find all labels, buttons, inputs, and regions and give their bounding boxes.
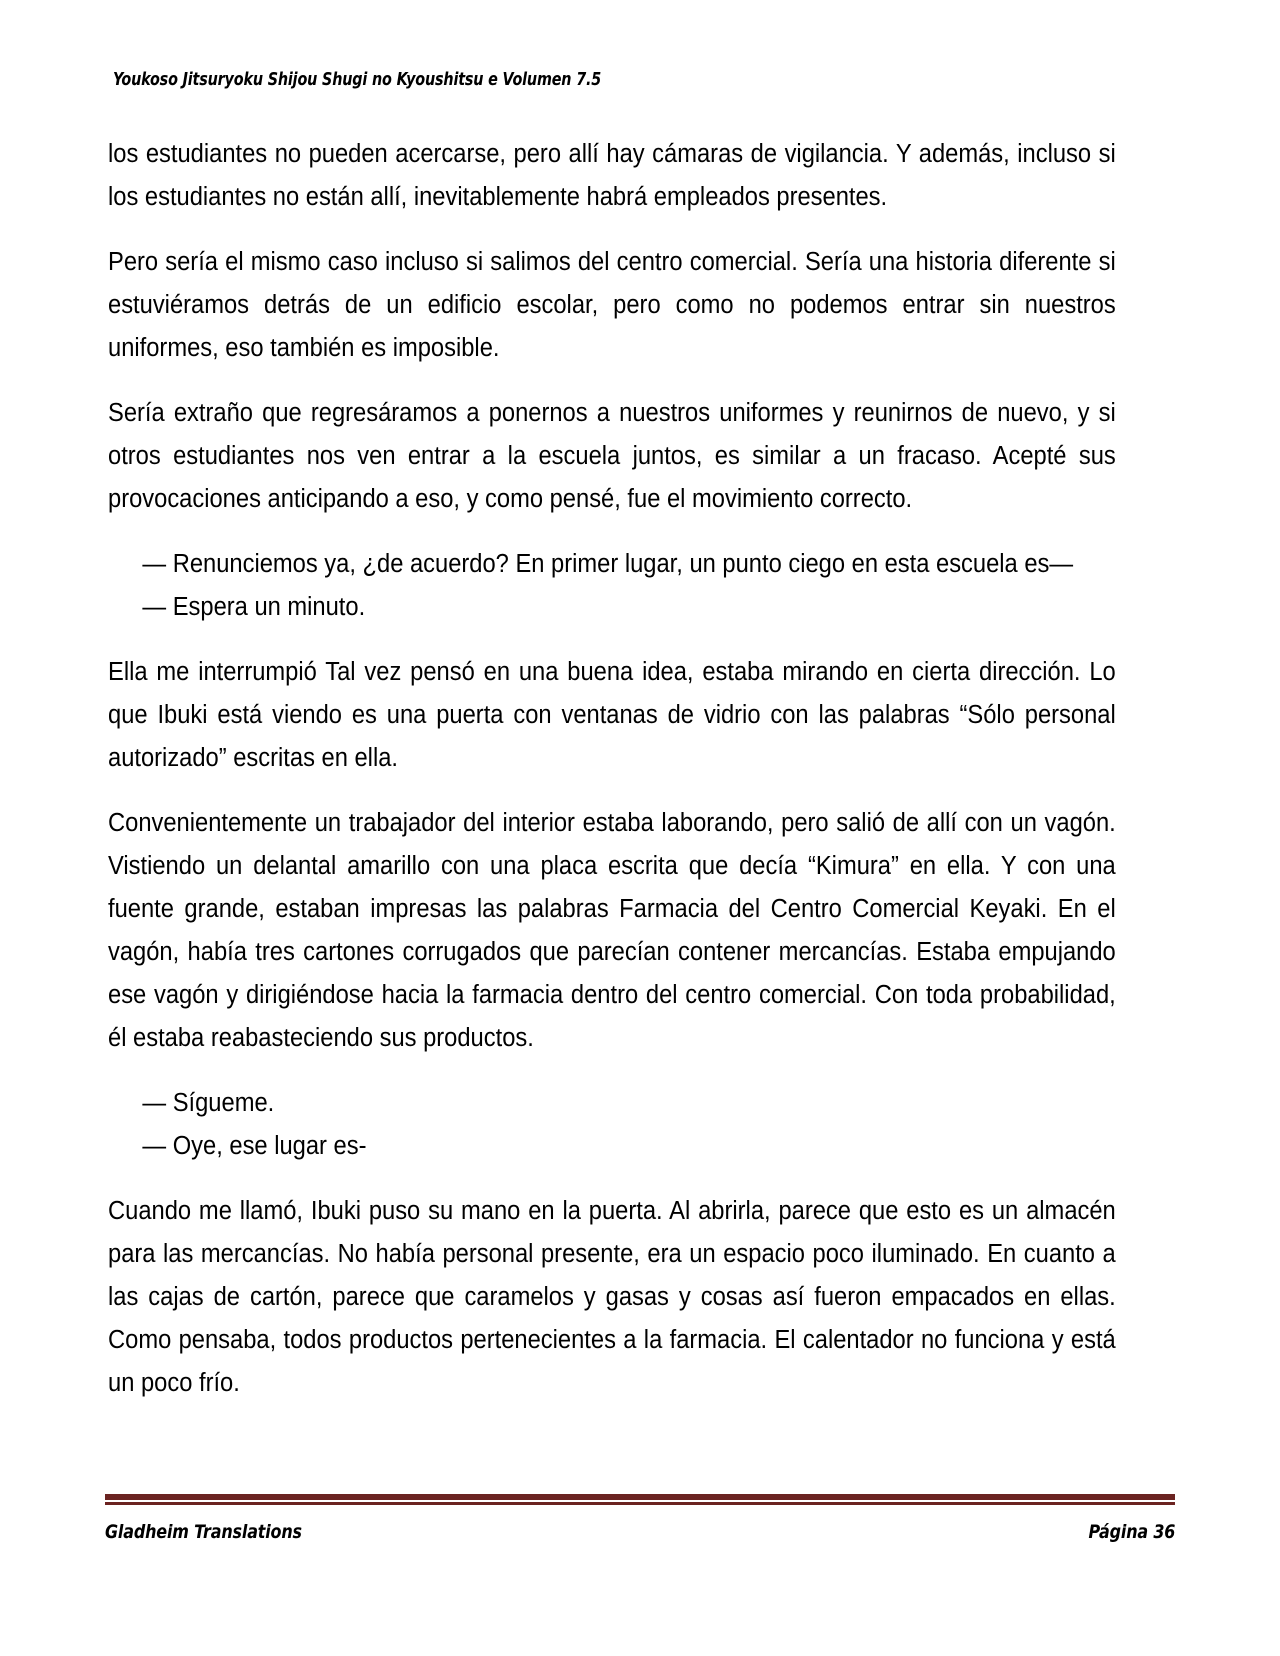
- body-paragraph: Pero sería el mismo caso incluso si salimos del centro comercial. Sería una historia diferente si estuviéramos detrás de un edificio escolar, pero como no podemos entrar sin nuestros uniformes, eso también es imposible.: [108, 248, 1116, 362]
- body-paragraph: Cuando me llamó, Ibuki puso su mano en la puerta. Al abrirla, parece que esto es un almacén para las mercancías. No había personal presente, era un espacio poco iluminado. En cuanto a las cajas de cartón, parece que caramelos y gasas y cosas así fueron empacados en ellas. Como pensaba, todos productos pertenecientes a la farmacia. El calentador no funciona y está un poco frío.: [108, 1197, 1116, 1397]
- footer-page-number: Página 36: [1088, 1521, 1175, 1543]
- body-paragraph: los estudiantes no pueden acercarse, pero allí hay cámaras de vigilancia. Y además, incluso si los estudiantes no están allí, inevitablemente habrá empleados presentes.: [108, 140, 1116, 211]
- footer-row: [105, 1521, 1175, 1543]
- dialogue-line: — Oye, ese lugar es-: [142, 1132, 367, 1160]
- footer-rule-thin: [105, 1502, 1175, 1505]
- body-paragraph: Sería extraño que regresáramos a ponernos a nuestros uniformes y reunirnos de nuevo, y si otros estudiantes nos ven entrar a la escuela juntos, es similar a un fracaso. Acepté sus provocaciones anticipando a eso, y como pensé, fue el movimiento correcto.: [108, 399, 1116, 513]
- document-body: [108, 133, 1116, 1405]
- running-header: [113, 70, 1133, 90]
- dialogue-block: [108, 543, 1150, 629]
- dialogue-line: — Renunciemos ya, ¿de acuerdo? En primer lugar, un punto ciego en esta escuela es—: [142, 550, 1074, 578]
- running-header-title: Youkoso Jitsuryoku Shijou Shugi no Kyoushitsu e Volumen 7.5: [113, 70, 602, 90]
- dialogue-block: [108, 1082, 1150, 1168]
- dialogue-line: — Espera un minuto.: [142, 593, 366, 621]
- page-footer: [105, 1494, 1175, 1543]
- footer-translator-credit: Gladheim Translations: [105, 1521, 302, 1543]
- body-paragraph: Convenientemente un trabajador del interior estaba laborando, pero salió de allí con un vagón. Vistiendo un delantal amarillo con una placa escrita que decía “Kimura” en ella. Y con una fuente grande, estaban impresas las palabras Farmacia del Centro Comercial Keyaki. En el vagón, había tres cartones corrugados que parecían contener mercancías. Estaba empujando ese vagón y dirigiéndose hacia la farmacia dentro del centro comercial. Con toda probabilidad, él estaba reabasteciendo sus productos.: [108, 809, 1116, 1052]
- dialogue-line: — Sígueme.: [142, 1089, 275, 1117]
- body-paragraph: Ella me interrumpió Tal vez pensó en una buena idea, estaba mirando en cierta dirección. Lo que Ibuki está viendo es una puerta con ventanas de vidrio con las palabras “Sólo personal autorizado” escritas en ella.: [108, 658, 1116, 772]
